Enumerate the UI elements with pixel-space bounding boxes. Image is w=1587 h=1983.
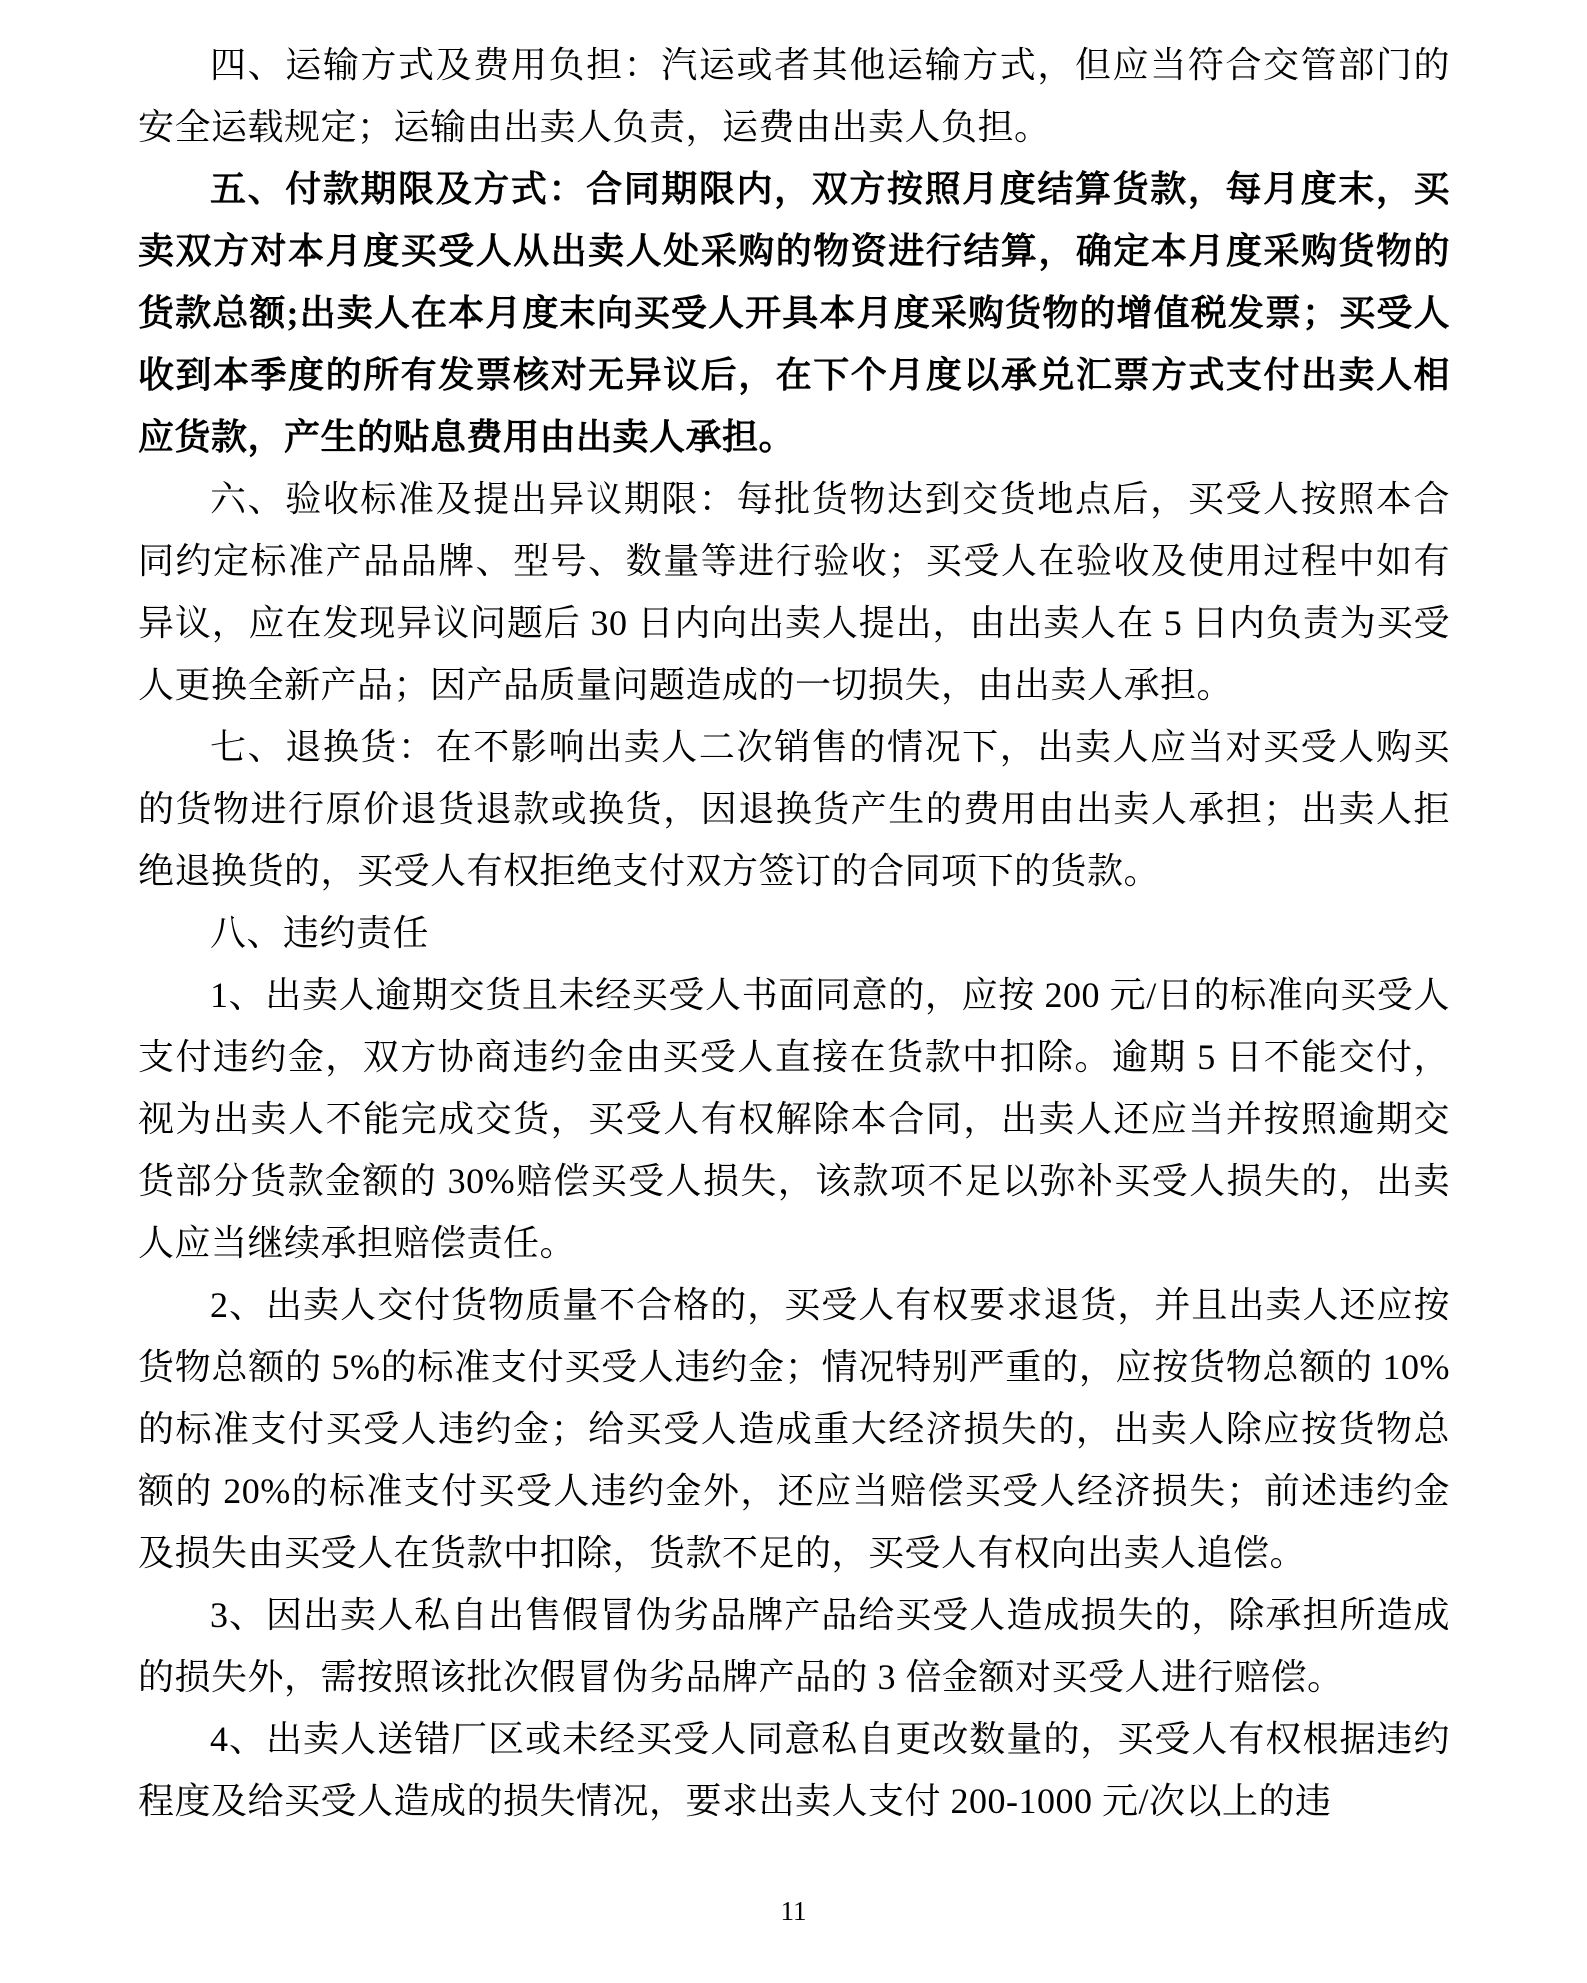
- contract-paragraph: 4、出卖人送错厂区或未经买受人同意私自更改数量的，买受人有权根据违约程度及给买受人造成的损失情况，要求出卖人支付 200-1000 元/次以上的违: [138, 1719, 1450, 1821]
- contract-paragraph: 2、出卖人交付货物质量不合格的，买受人有权要求退货，并且出卖人还应按货物总额的 5%的标准支付买受人违约金；情况特别严重的，应按货物总额的 10%的标准支付买受人违约金；给买受人造成重大经济损失的，出卖人除应按货物总额的 20%的标准支付买受人违约金外，还应当赔偿买受人经济损失；前述违约金及损失由买受人在货款中扣除，货款不足的，买受人有权向出卖人追偿。: [138, 1285, 1450, 1573]
- contract-paragraph: 五、付款期限及方式：合同期限内，双方按照月度结算货款，每月度末，买卖双方对本月度买受人从出卖人处采购的物资进行结算，确定本月度采购货物的货款总额;出卖人在本月度末向买受人开具本月度采购货物的增值税发票；买受人收到本季度的所有发票核对无异议后，在下个月度以承兑汇票方式支付出卖人相应货款，产生的贴息费用由出卖人承担。: [138, 169, 1450, 457]
- contract-text-block: [138, 34, 1450, 1832]
- page-number: 11: [780, 1896, 807, 1926]
- contract-paragraph: 六、验收标准及提出异议期限：每批货物达到交货地点后，买受人按照本合同约定标准产品品牌、型号、数量等进行验收；买受人在验收及使用过程中如有异议，应在发现异议问题后 30 日内向出卖人提出，由出卖人在 5 日内负责为买受人更换全新产品；因产品质量问题造成的一切损失，由出卖人承担。: [138, 479, 1450, 705]
- contract-paragraph: 八、违约责任: [210, 913, 430, 953]
- contract-paragraph: 四、运输方式及费用负担：汽运或者其他运输方式，但应当符合交管部门的安全运载规定；运输由出卖人负责，运费由出卖人负担。: [138, 45, 1450, 147]
- contract-paragraph: 1、出卖人逾期交货且未经买受人书面同意的，应按 200 元/日的标准向买受人支付违约金，双方协商违约金由买受人直接在货款中扣除。逾期 5 日不能交付，视为出卖人不能完成交货，买受人有权解除本合同，出卖人还应当并按照逾期交货部分货款金额的 30%赔偿买受人损失，该款项不足以弥补买受人损失的，出卖人应当继续承担赔偿责任。: [138, 975, 1450, 1263]
- contract-paragraph: 七、退换货：在不影响出卖人二次销售的情况下，出卖人应当对买受人购买的货物进行原价退货退款或换货，因退换货产生的费用由出卖人承担；出卖人拒绝退换货的，买受人有权拒绝支付双方签订的合同项下的货款。: [138, 727, 1450, 891]
- contract-paragraph: 3、因出卖人私自出售假冒伪劣品牌产品给买受人造成损失的，除承担所造成的损失外，需按照该批次假冒伪劣品牌产品的 3 倍金额对买受人进行赔偿。: [138, 1595, 1450, 1697]
